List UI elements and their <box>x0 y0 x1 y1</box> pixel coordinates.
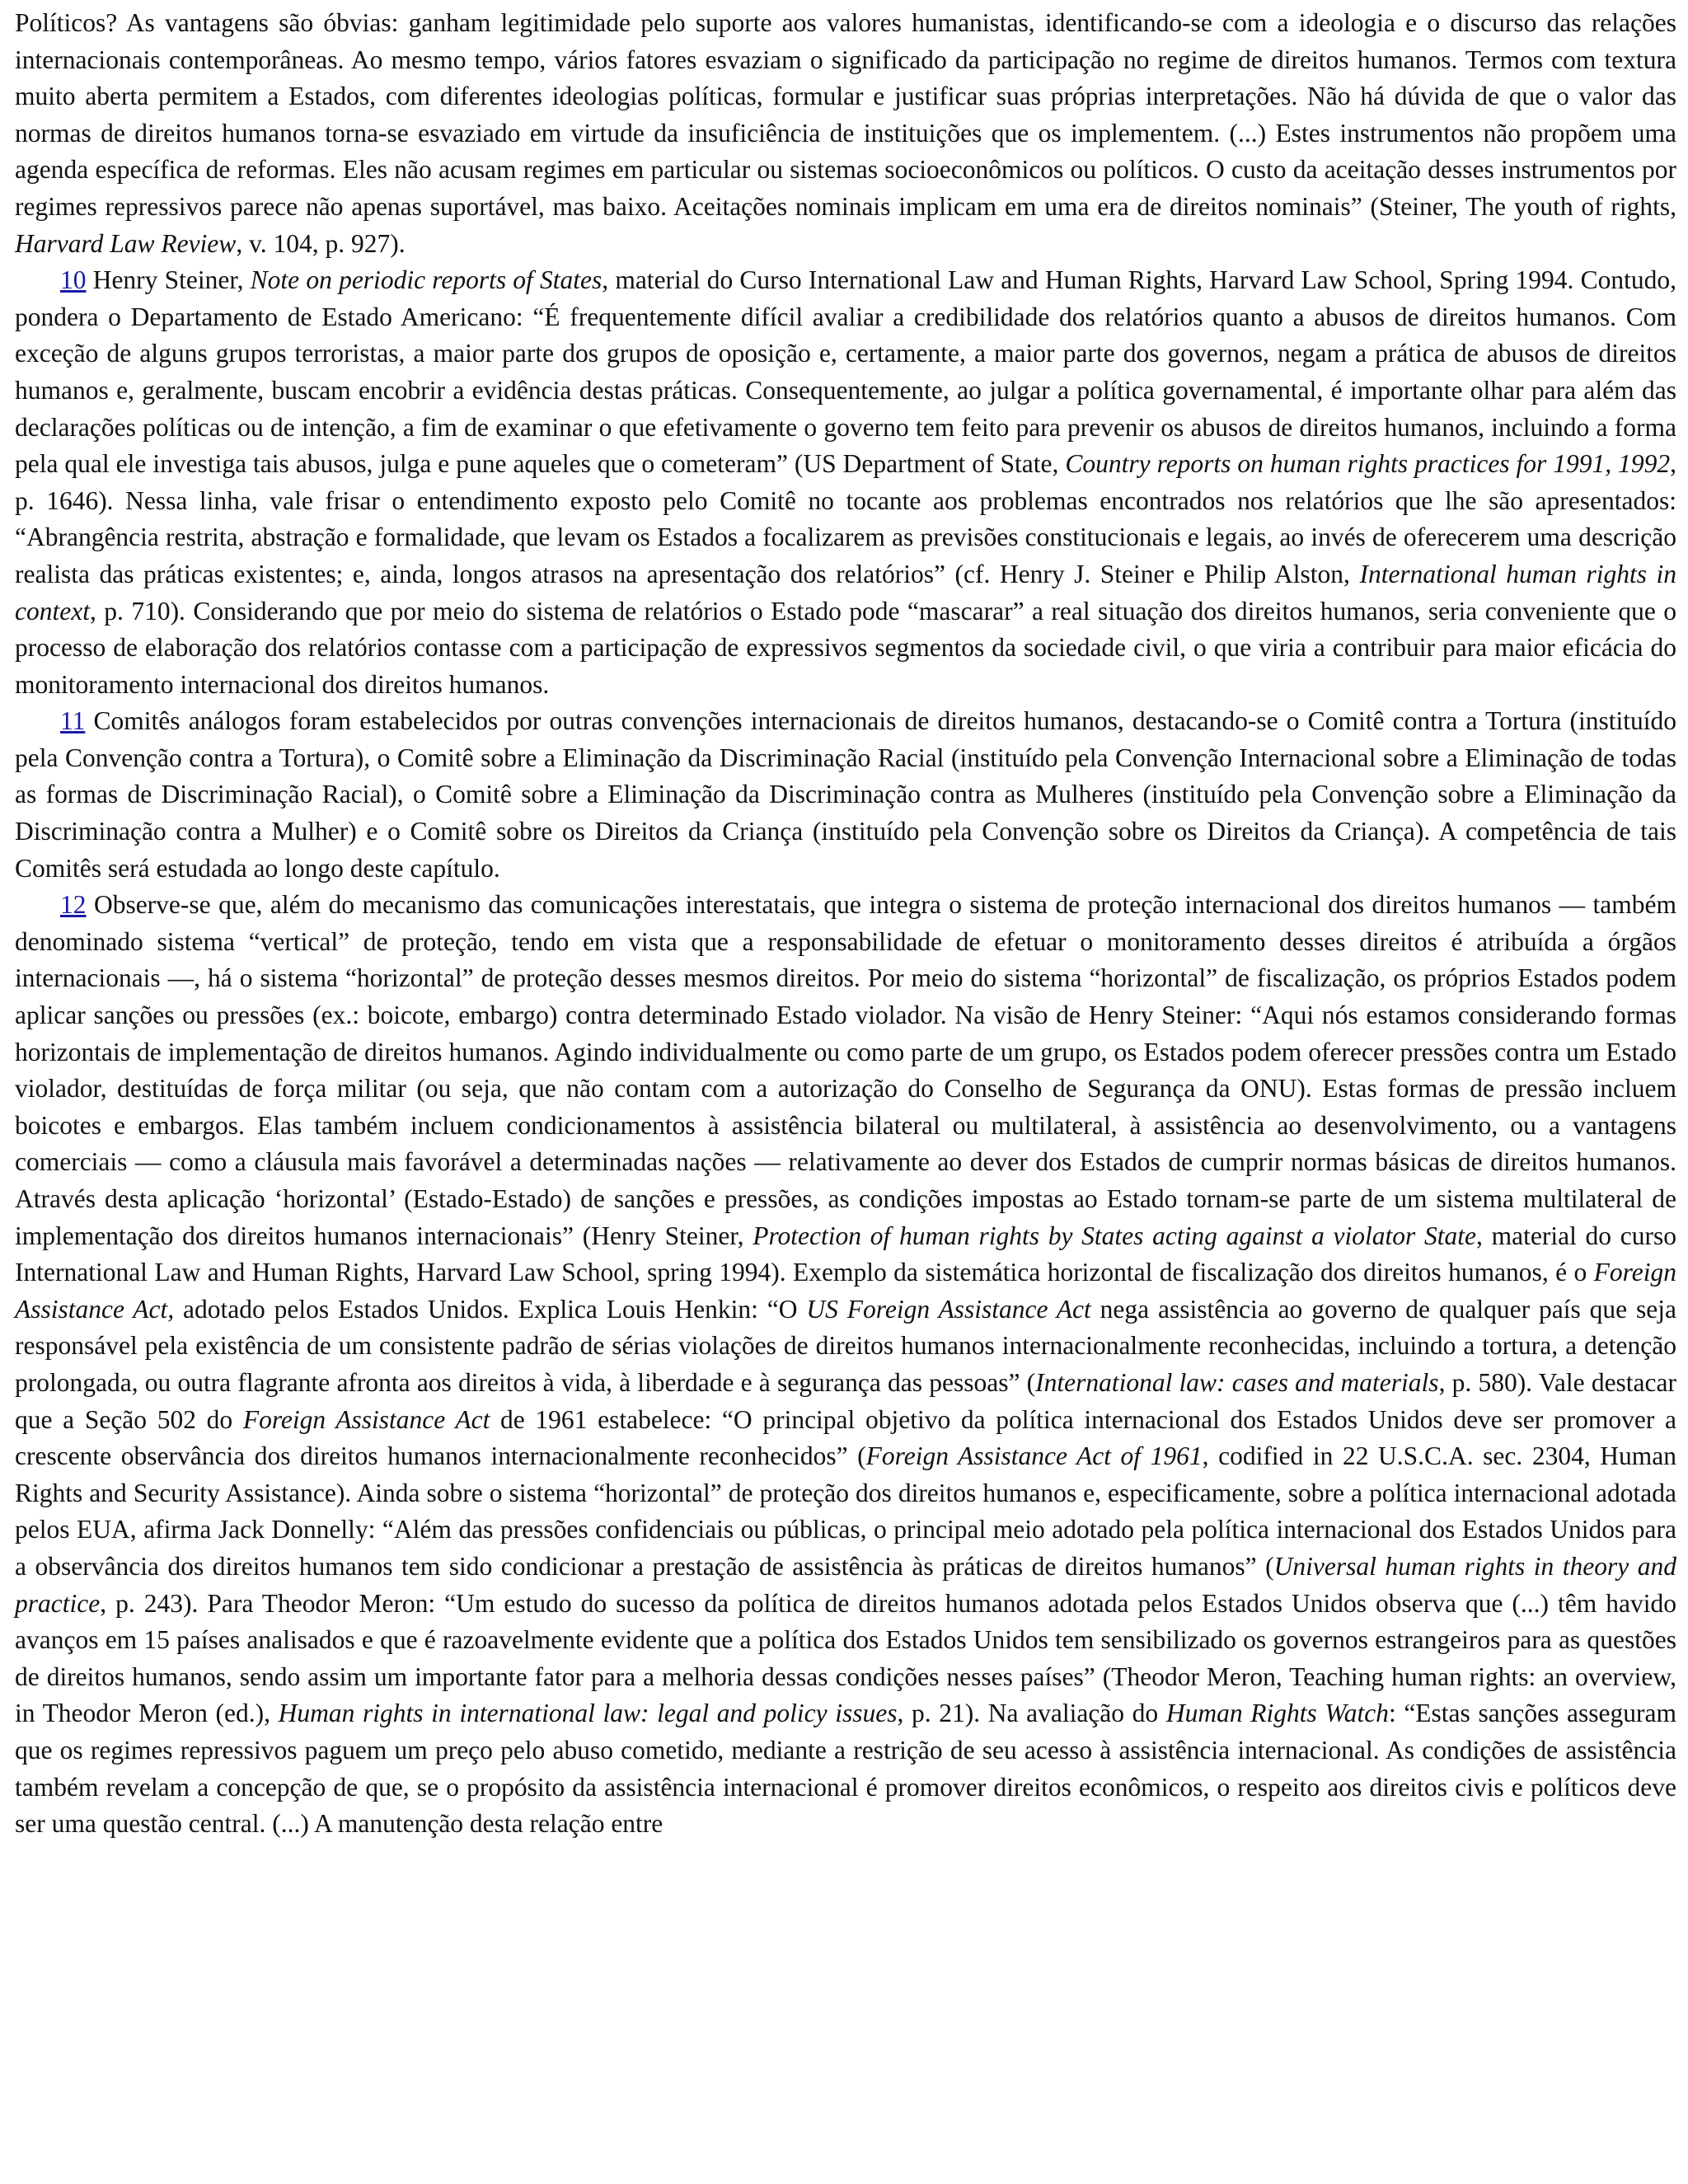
italic-citation-text: Foreign Assistance Act <box>242 1404 490 1434</box>
italic-citation-text: Harvard Law Review <box>15 228 237 258</box>
paragraph-text: , codified in 22 U.S.C.A. sec. 2304, Human Rights and Security Assistance). Ainda sobre o sistema “horizontal” de proteção dos direitos humanos e, especificamente, sobre a política internacional adotada pelos EUA, afirma Jack Donnelly: “Além das pressões confidenciais ou públicas, o principal meio adotado pela política internacional dos Estados Unidos para a observância dos direitos humanos tem sido condicionar a prestação de assistência às práticas de direitos humanos” ( <box>15 1441 1677 1581</box>
italic-citation-text: Human rights in international law: legal and policy issues <box>278 1699 898 1728</box>
italic-citation-text: US Foreign Assistance Act <box>806 1294 1091 1324</box>
paragraph-text: adotado pelos Estados Unidos. Explica Louis Henkin: “O <box>174 1294 807 1324</box>
footnote-number-link[interactable]: 11 <box>60 706 86 736</box>
paragraph-text: de 1961 estabelece: “O principal objetivo da política internacional dos Estados Unidos deve ser promover a crescente observância dos direitos humanos internacionalmente reconhecidos” ( <box>15 1404 1676 1471</box>
paragraph-text: , p. 21). Na avaliação do <box>897 1699 1166 1728</box>
paragraph-text: Henry Steiner, <box>86 265 251 295</box>
paragraph-text: , material do Curso International Law and Human Rights, Harvard Law School, Spring 1994. Contudo, pondera o Departamento de Estado Americano: “É frequentemente difícil avaliar a credibilidade dos relatórios quanto a abusos de direitos humanos. Com exceção de alguns grupos terroristas, a maior parte dos grupos de oposição e, certamente, a maior parte dos governos, negam a prática de abusos de direitos humanos e, geralmente, buscam encobrir a evidência destas práticas. Consequentemente, ao julgar a política governamental, é importante olhar para além das declarações políticas ou de intenção, a fim de examinar o que efetivamente o governo tem feito para prevenir os abusos de direitos humanos, incluindo a forma pela qual ele investiga tais abusos, julga e pune aqueles que o cometeram” (US Department of State, <box>15 265 1676 479</box>
paragraph-continuation <box>15 5 1676 262</box>
italic-citation-text: Protection of human rights by States acting against a violator State <box>753 1221 1477 1250</box>
footnote-number-link[interactable]: 10 <box>60 265 87 295</box>
paragraph-text: , material do curso International Law and Human Rights, Harvard Law School, spring 1994). Exemplo da sistemática horizontal de fiscalização dos direitos humanos, é o <box>15 1221 1677 1287</box>
paragraph-text: Comitês análogos foram estabelecidos por outras convenções internacionais de direitos humanos, destacando-se o Comitê contra a Tortura (instituído pela Convenção contra a Tortura), o Comitê sobre a Eliminação da Discriminação Racial (instituído pela Convenção Internacional sobre a Eliminação de todas as formas de Discriminação Racial), o Comitê sobre a Eliminação da Discriminação contra as Mulheres (instituído pela Convenção sobre a Eliminação da Discriminação contra a Mulher) e o Comitê sobre os Direitos da Criança (instituído pela Convenção sobre os Direitos da Criança). A competência de tais Comitês será estudada ao longo deste capítulo. <box>15 706 1676 883</box>
italic-citation-text: Country reports on human rights practices for 1991, 1992 <box>1065 449 1671 479</box>
paragraph-text: nega assistência ao governo de qualquer país que seja responsável pela existência de um consistente padrão de sérias violações de direitos humanos internacionalmente reconhecidas, incluindo a tortura, a detenção prolongada, ou outra flagrante afronta aos direitos à vida, à liberdade e à segurança das pessoas” ( <box>15 1294 1676 1397</box>
paragraph-text: Políticos? As vantagens são óbvias: ganham legitimidade pelo suporte aos valores humanistas, identificando-se com a ideologia e o discurso das relações internacionais contemporâneas. Ao mesmo tempo, vários fatores esvaziam o significado da participação no regime de direitos humanos. Termos com textura muito aberta permitem a Estados, com diferentes ideologias políticas, formular e justificar suas próprias interpretações. Não há dúvida de que o valor das normas de direitos humanos torna-se esvaziado em virtude da insuficiência de instituições que os implementem. (...) Estes instrumentos não propõem uma agenda específica de reformas. Eles não acusam regimes em particular ou sistemas socioeconômicos ou políticos. O custo da aceitação desses instrumentos por regimes repressivos parece não apenas suportável, mas baixo. Aceitações nominais implicam em uma era de direitos nominais” (Steiner, The youth of rights, <box>15 8 1676 221</box>
footnote-10 <box>15 262 1676 703</box>
paragraph-text: Observe-se que, além do mecanismo das comunicações interestatais, que integra o sistema de proteção internacional dos direitos humanos — também denominado sistema “vertical” de proteção, tendo em vista que a responsabilidade de efetuar o monitoramento desses direitos é atribuída a órgãos internacionais —, há o sistema “horizontal” de proteção desses mesmos direitos. Por meio do sistema “horizontal” de fiscalização, os próprios Estados podem aplicar sanções ou pressões (ex.: boicote, embargo) contra determinado Estado violador. Na visão de Henry Steiner: “Aqui nós estamos considerando formas horizontais de implementação de direitos humanos. Agindo individualmente ou como parte de um grupo, os Estados podem oferecer pressões contra um Estado violador, destituídas de força militar (ou seja, que não contam com a autorização do Conselho de Segurança da ONU). Estas formas de pressão incluem boicotes e embargos. Elas também incluem condicionamentos à assistência bilateral ou multilateral, à assistência ao desenvolvimento, ou a vantagens comerciais — como a cláusula mais favorável a determinadas nações — relativamente ao dever dos Estados de cumprir normas básicas de direitos humanos. Através desta aplicação ‘horizontal’ (Estado-Estado) de sanções e pressões, as condições impostas ao Estado tornam-se parte de um sistema multilateral de implementação dos direitos humanos internacionais” (Henry Steiner, <box>15 890 1676 1250</box>
italic-citation-text: Note on periodic reports of States <box>250 265 603 295</box>
paragraph-text: , p. 710). Considerando que por meio do sistema de relatórios o Estado pode “mascarar” a real situação dos direitos humanos, seria conveniente que o processo de elaboração dos relatórios contasse com a participação de expressivos segmentos da sociedade civil, o que viria a contribuir para maior eficácia do monitoramento internacional dos direitos humanos. <box>15 596 1676 699</box>
italic-citation-text: Universal human rights in theory and practice <box>15 1551 1676 1618</box>
footnote-number-link[interactable]: 12 <box>60 890 87 920</box>
italic-citation-text: International law: cases and materials <box>1035 1367 1439 1397</box>
paragraph-text: , p. 243). Para Theodor Meron: “Um estudo do sucesso da política de direitos humanos adotada pelos Estados Unidos observa que (...) têm havido avanços em 15 países analisados e que é razoavelmente evidente que a política dos Estados Unidos tem sensibilizado os governos estrangeiros para as questões de direitos humanos, sendo assim um importante fator para a melhoria dessas condições nesses países” (Theodor Meron, Teaching human rights: an overview, in Theodor Meron (ed.), <box>15 1588 1676 1728</box>
italic-citation-text: International human rights in context <box>15 559 1677 626</box>
paragraph-text: , p. 1646). Nessa linha, vale frisar o entendimento exposto pelo Comitê no tocante aos problemas encontrados nos relatórios que lhe são apresentados: “Abrangência restrita, abstração e formalidade, que levam os Estados a focalizarem as previsões constitucionais e legais, ao invés de oferecerem uma descrição realista das práticas existentes; e, ainda, longos atrasos na apresentação dos relatórios” (cf. Henry J. Steiner e Philip Alston, <box>15 449 1676 588</box>
italic-citation-text: Human Rights Watch <box>1165 1699 1389 1728</box>
footnote-12 <box>15 887 1676 1842</box>
paragraph-text: , p. 580). Vale destacar que a Seção 502 do <box>15 1367 1676 1434</box>
paragraph-text: : “Estas sanções asseguram que os regimes repressivos paguem um preço pelo abuso cometido, mediante a restrição de seu acesso à assistência internacional. As condições de assistência também revelam a concepção de que, se o propósito da assistência internacional é promover direitos econômicos, o respeito aos direitos civis e políticos deve ser uma questão central. (...) A manutenção desta relação entre <box>15 1699 1676 1839</box>
footnote-11 <box>15 703 1676 887</box>
paragraph-text: , v. 104, p. 927). <box>236 228 406 258</box>
italic-citation-text: Foreign Assistance Act of 1961 <box>865 1441 1203 1471</box>
italic-citation-text: Foreign Assistance Act, <box>15 1258 1676 1324</box>
